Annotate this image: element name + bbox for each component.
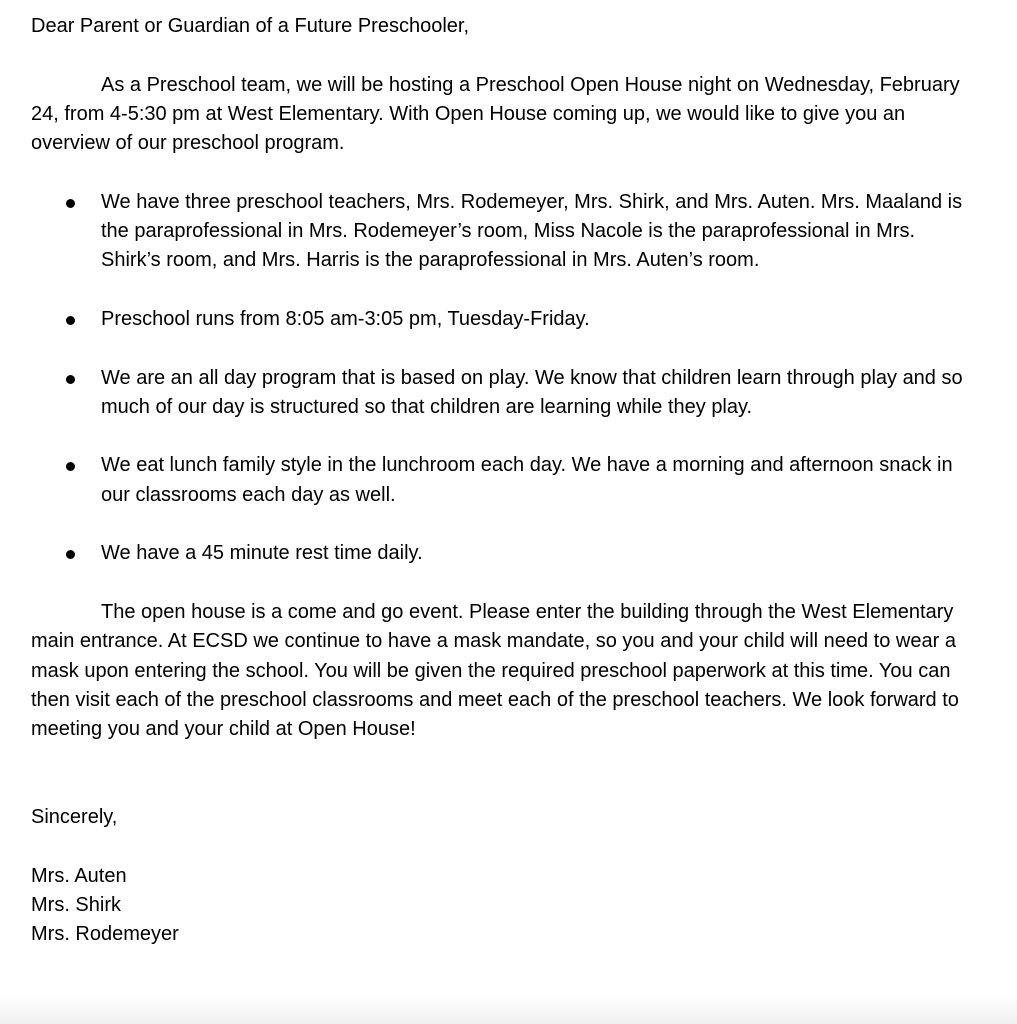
list-item: [31, 305, 971, 334]
list-item-text: We eat lunch family style in the lunchroom each day. We have a morning and afternoon snack in our classrooms each day as well.: [101, 454, 953, 506]
bullet-icon: [66, 199, 75, 208]
list-item-text: Preschool runs from 8:05 am-3:05 pm, Tuesday-Friday.: [101, 307, 590, 330]
signature-rodemeyer: Mrs. Rodemeyer: [31, 923, 179, 946]
signature-auten: Mrs. Auten: [31, 864, 127, 887]
page-bottom-edge: [0, 994, 1017, 1024]
signoff: Sincerely,: [31, 806, 118, 829]
list-item: [31, 451, 971, 510]
letter-document: [31, 12, 971, 950]
program-overview-list: [31, 188, 971, 569]
list-item: [31, 188, 971, 276]
bullet-icon: [66, 462, 75, 471]
list-item: [31, 364, 971, 423]
list-item-text: We have three preschool teachers, Mrs. Rodemeyer, Mrs. Shirk, and Mrs. Auten. Mrs. Maaland is the paraprofessional in Mrs. Rodemeyer’s room, Miss Nacole is the paraprofessional in Mrs. Shirk’s room, and Mrs. Harris is the paraprofessional in Mrs. Auten’s room.: [101, 190, 963, 272]
bullet-icon: [66, 375, 75, 384]
intro-paragraph: As a Preschool team, we will be hosting a Preschool Open House night on Wednesday, February 24, from 4-5:30 pm at West Elementary. With Open House coming up, we would like to give you an overview of our preschool program.: [31, 73, 960, 155]
bullet-icon: [66, 550, 75, 559]
salutation: Dear Parent or Guardian of a Future Preschooler,: [31, 15, 470, 37]
bullet-icon: [66, 316, 75, 325]
list-item-text: We are an all day program that is based on play. We know that children learn through play and so much of our day is structured so that children are learning while they play.: [101, 366, 963, 418]
signature-shirk: Mrs. Shirk: [31, 893, 121, 916]
closing-paragraph: The open house is a come and go event. Please enter the building through the West Elementary main entrance. At ECSD we continue to have a mask mandate, so you and your child will need to wear a mask upon entering the school. You will be given the required preschool paperwork at this time. You can then visit each of the preschool classrooms and meet each of the preschool teachers. We look forward to meeting you and your child at Open House!: [31, 600, 959, 741]
list-item: [31, 539, 971, 568]
list-item-text: We have a 45 minute rest time daily.: [101, 542, 423, 565]
